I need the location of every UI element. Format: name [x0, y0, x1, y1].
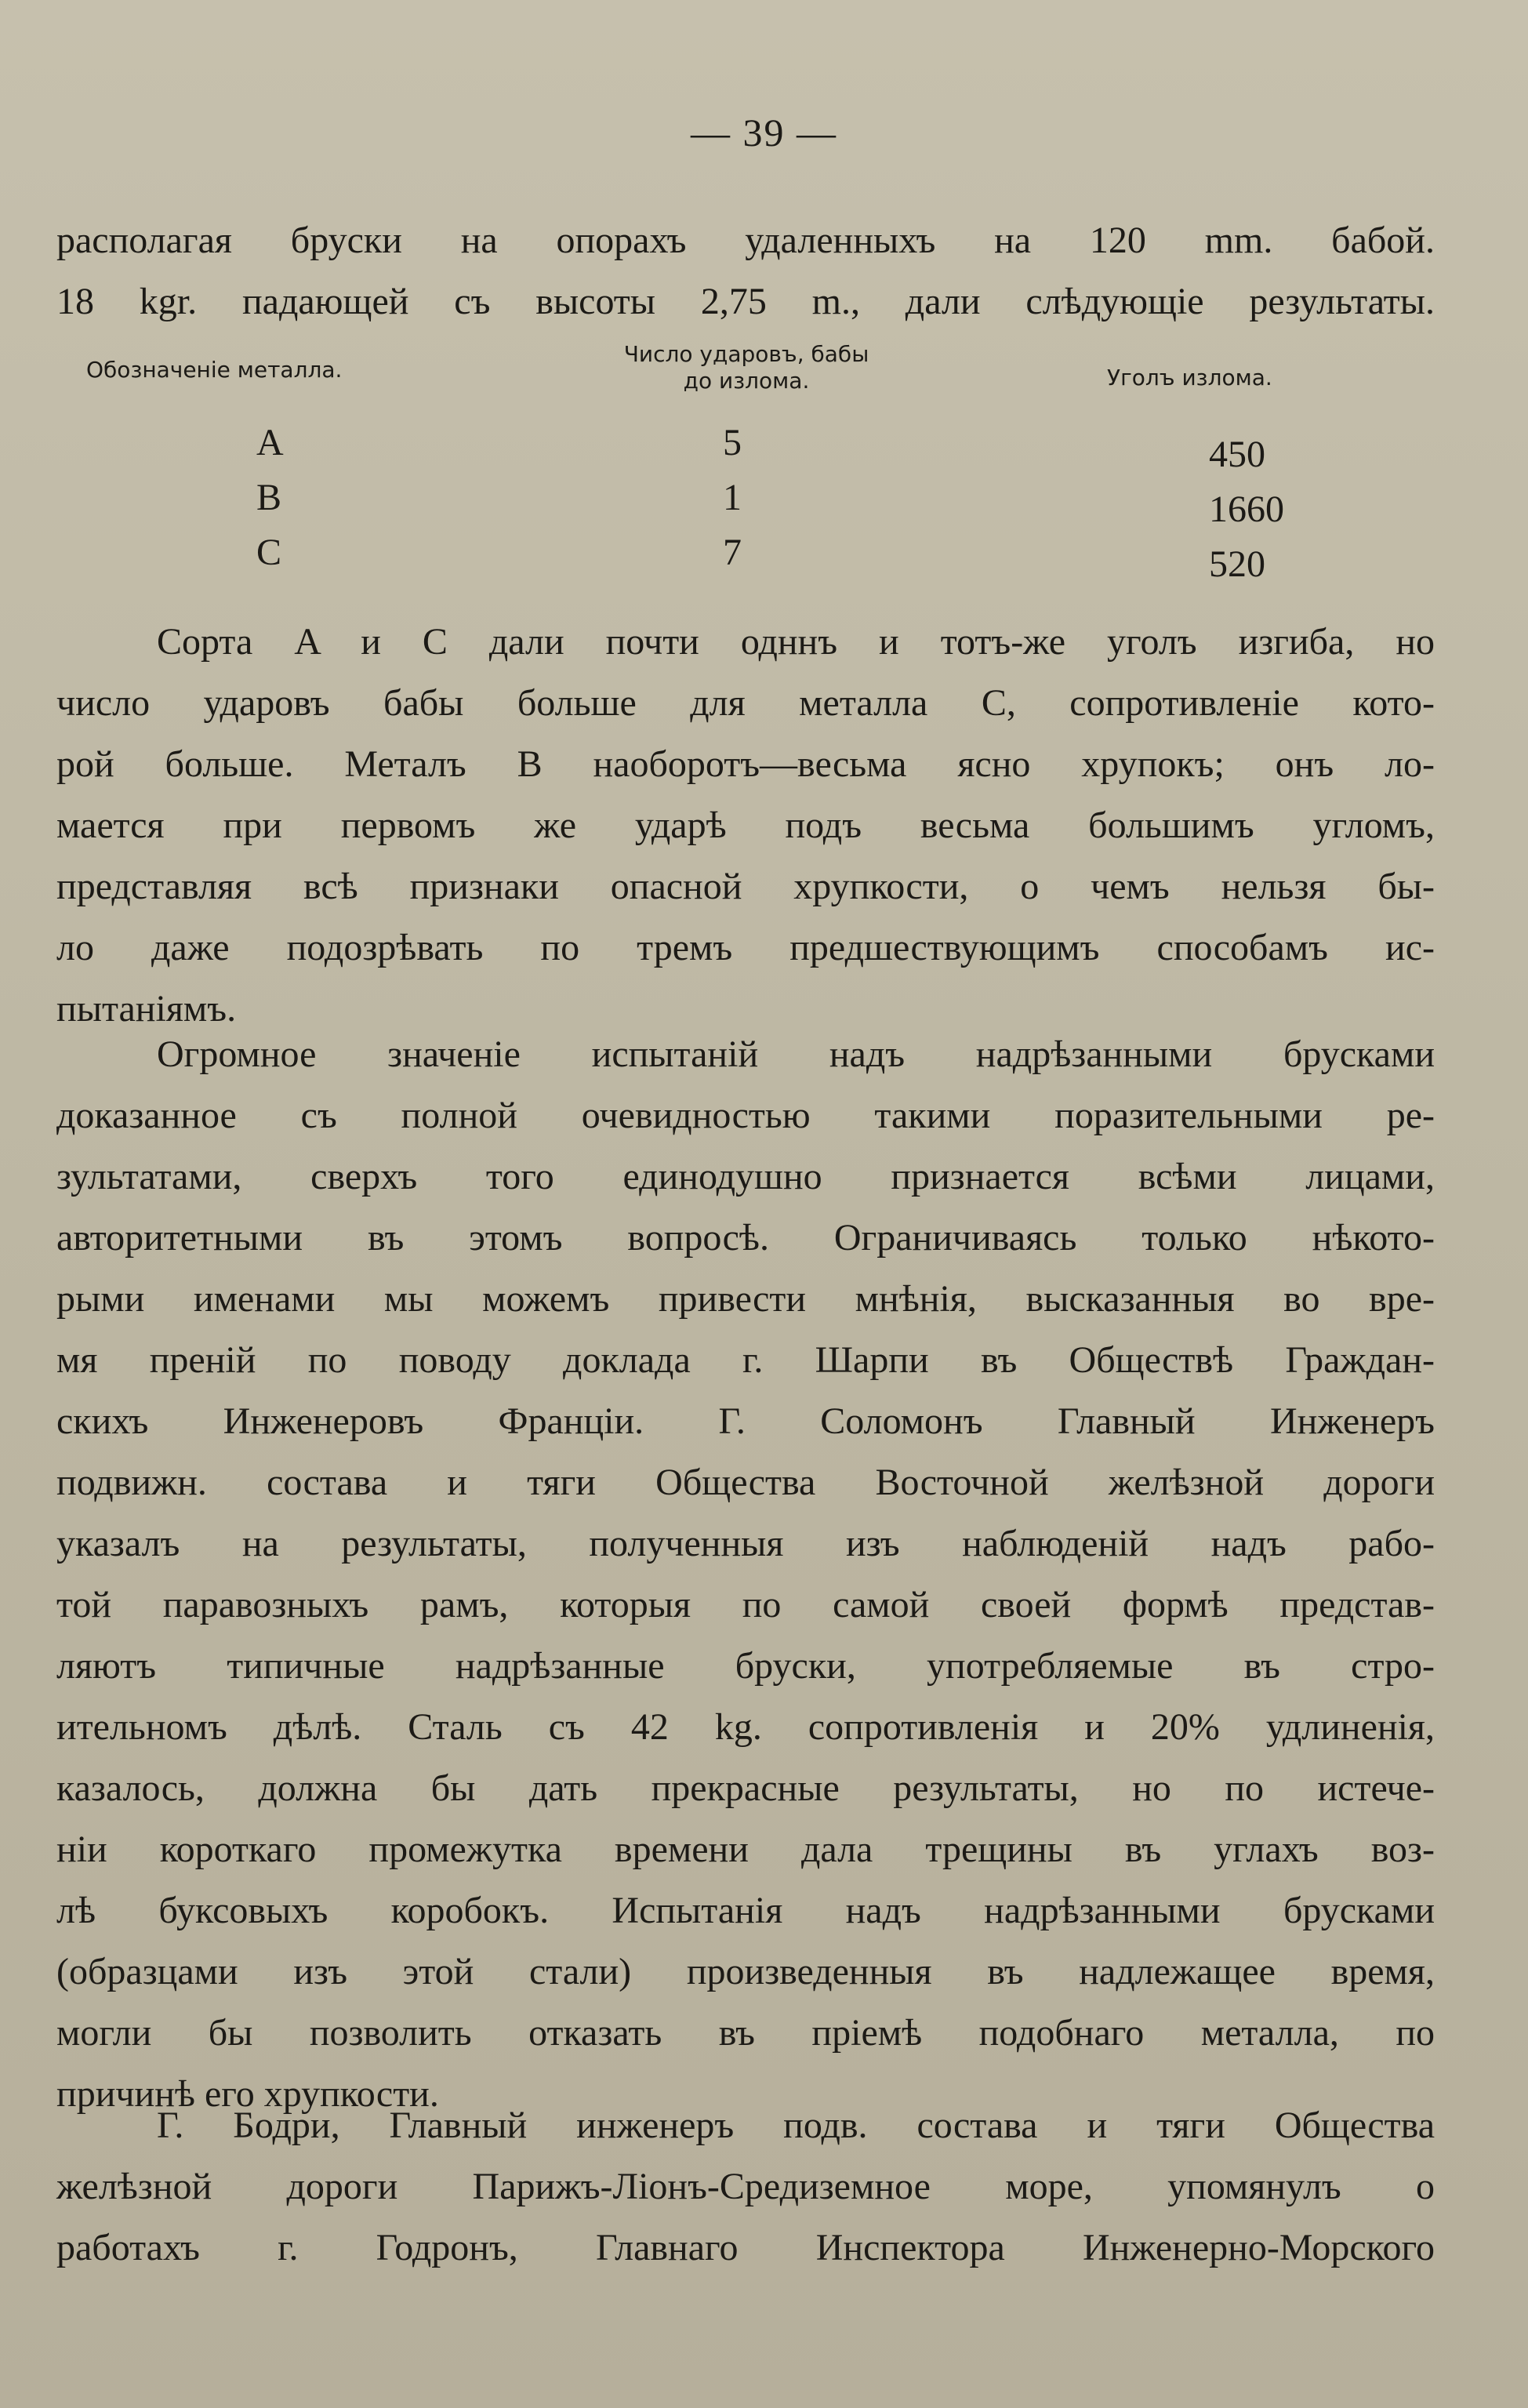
text-line: пытаніямъ.	[56, 988, 237, 1030]
cell-blows: 5	[723, 422, 742, 463]
text-line: зультатами, сверхъ того единодушно признается всѣми лицами,	[56, 1156, 1435, 1197]
text-line: доказанное съ полной очевидностью такими поразительными ре-	[56, 1095, 1435, 1136]
text-line: число ударовъ бабы больше для металла C, сопротивленіе кото-	[56, 682, 1435, 724]
intro-text	[56, 210, 1435, 332]
text-line: ляютъ типичные надрѣзанные бруски, употребляемые въ стро-	[56, 1645, 1435, 1687]
text-line: 18 kgr. падающей съ высоты 2,75 m., дали слѣдующіе результаты.	[56, 281, 1435, 322]
text-line: располагая бруски на опорахъ удаленныхъ на 120 mm. бабой.	[56, 220, 1435, 261]
header-angle: Уголъ излома.	[1107, 365, 1272, 390]
cell-angle: 520	[1209, 543, 1265, 585]
cell-metal: C	[256, 532, 282, 573]
text-line: ительномъ дѣлѣ. Сталь съ 42 kg. сопротивленія и 20% удлиненія,	[56, 1706, 1435, 1748]
text-line: указалъ на результаты, полученныя изъ наблюденій надъ рабо-	[56, 1523, 1435, 1564]
text-line: мается при первомъ же ударѣ подъ весьма большимъ угломъ,	[56, 804, 1435, 846]
page-number: — 39 —	[691, 111, 837, 154]
paragraph-1	[56, 612, 1435, 1040]
text-line: (образцами изъ этой стали) произведенныя въ надлежащее время,	[56, 1951, 1435, 1992]
text-line: ніи короткаго промежутка времени дала трещины въ углахъ воз-	[56, 1829, 1435, 1870]
cell-blows: 7	[723, 532, 742, 573]
header-metal: Обозначеніе металла.	[86, 357, 343, 383]
text-line: рой больше. Металъ B наоборотъ—весьма ясно хрупокъ; онъ ло-	[56, 743, 1435, 785]
text-line: рыми именами мы можемъ привести мнѣнія, высказанныя во вре-	[56, 1278, 1435, 1320]
cell-metal: A	[256, 422, 284, 463]
text-line: мя преній по поводу доклада г. Шарпи въ Обществѣ Граждан-	[56, 1339, 1435, 1381]
text-line: ло даже подозрѣвать по тремъ предшествующимъ способамъ ис-	[56, 927, 1435, 968]
cell-angle: 450	[1209, 434, 1265, 475]
text-line: лѣ буксовыхъ коробокъ. Испытанія надъ надрѣзанными брусками	[56, 1890, 1435, 1931]
text-line: работахъ г. Годронъ, Главнаго Инспектора Инженерно-Морского	[56, 2227, 1435, 2268]
header-blows	[582, 341, 911, 394]
test-results-table	[56, 341, 1436, 592]
text-line: подвижн. состава и тяги Общества Восточной желѣзной дороги	[56, 1462, 1435, 1503]
paragraph-3	[56, 2095, 1435, 2279]
text-line: причинѣ его хрупкости.	[56, 2073, 439, 2115]
text-line: желѣзной дороги Парижъ-Ліонъ-Средиземное море, упомянулъ о	[56, 2166, 1435, 2207]
cell-angle: 1660	[1209, 489, 1284, 530]
paragraph-2	[56, 1024, 1435, 2125]
text-line: Г. Бодри, Главный инженеръ подв. состава и тяги Общества	[157, 2105, 1435, 2146]
text-line: представляя всѣ признаки опасной хрупкости, о чемъ нельзя бы-	[56, 866, 1435, 907]
text-line: скихъ Инженеровъ Франціи. Г. Соломонъ Главный Инженеръ	[56, 1400, 1435, 1442]
header-blows-line2: до излома.	[683, 368, 810, 394]
cell-metal: B	[256, 477, 282, 518]
header-blows-line1: Число ударовъ, бабы	[623, 341, 869, 367]
text-line: Сорта A и C дали почти одннъ и тотъ-же уголъ изгиба, но	[157, 621, 1435, 663]
text-line: Огромное значеніе испытаній надъ надрѣзанными брусками	[157, 1033, 1435, 1075]
text-line: могли бы позволить отказать въ пріемѣ подобнаго металла, по	[56, 2012, 1435, 2054]
cell-blows: 1	[723, 477, 742, 518]
text-line: казалось, должна бы дать прекрасные результаты, но по истече-	[56, 1767, 1435, 1809]
text-line: авторитетными въ этомъ вопросѣ. Ограничиваясь только нѣкото-	[56, 1217, 1435, 1258]
text-line: той паравозныхъ рамъ, которыя по самой своей формѣ представ-	[56, 1584, 1435, 1625]
